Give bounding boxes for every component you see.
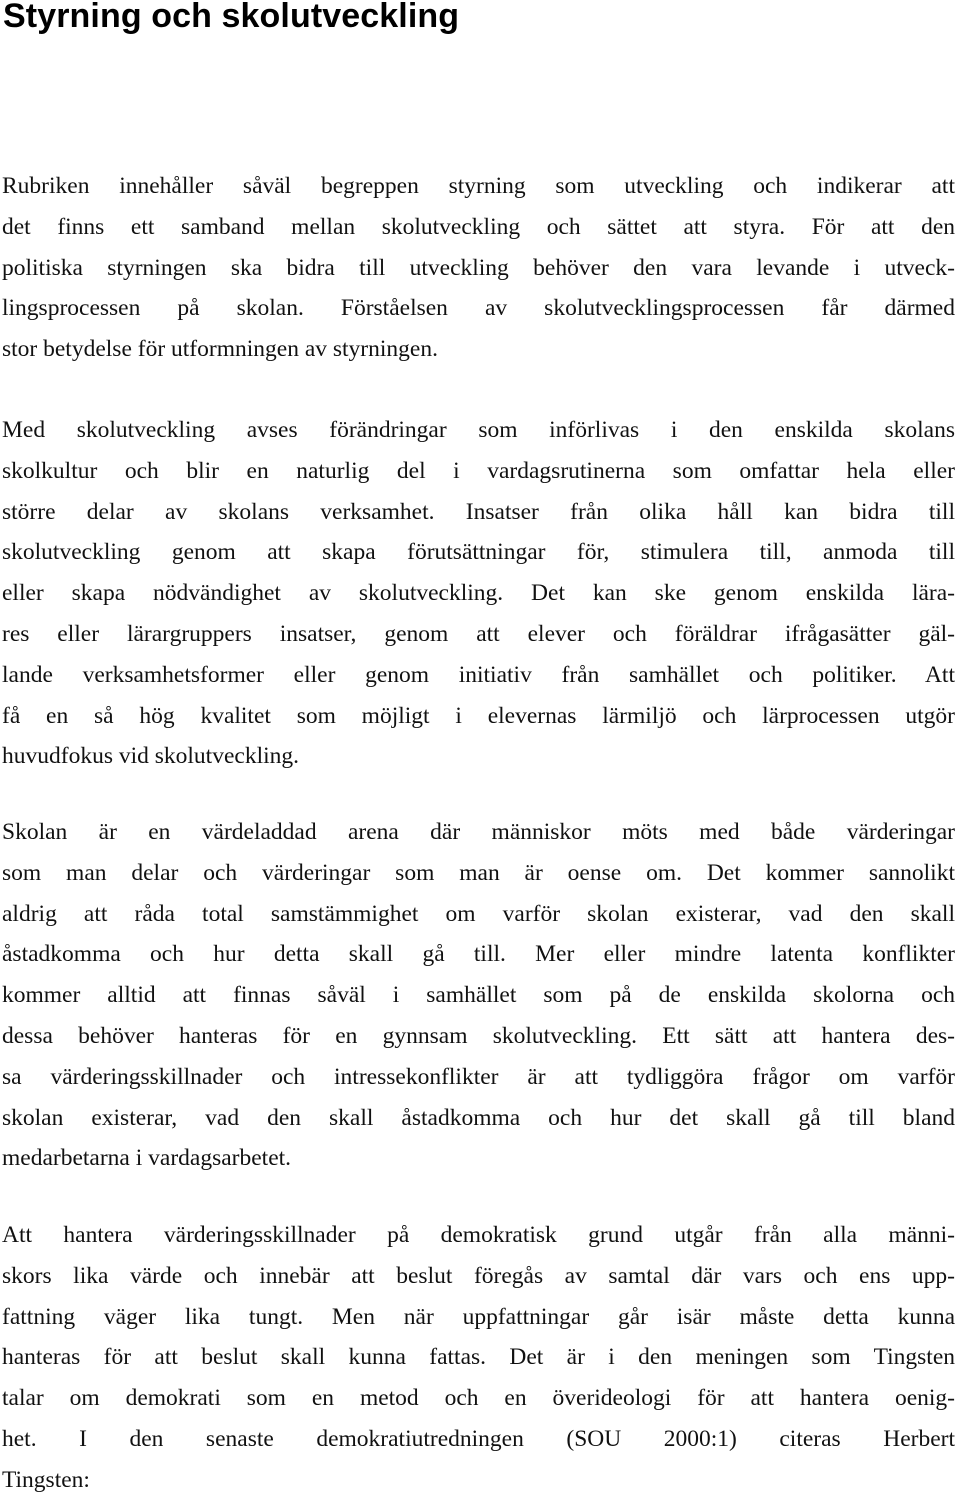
text-line: sa värderingsskillnader och intressekonflikter är att tydliggöra frågor om varför <box>2 1063 955 1090</box>
text-line: Att hantera värderingsskillnader på demokratisk grund utgår från alla männi- <box>2 1222 955 1248</box>
text-line: få en så hög kvalitet som möjligt i elevernas lärmiljö och lärprocessen utgör <box>2 702 955 729</box>
text-line: aldrig att råda total samstämmighet om varför skolan existerar, vad den skall <box>2 900 955 927</box>
text-line: talar om demokrati som en metod och en överideologi för att hantera oenig- <box>2 1385 955 1412</box>
text-line: som man delar och värderingar som man är oense om. Det kommer sannolikt <box>2 859 955 886</box>
text-line: dessa behöver hanteras för en gynnsam skolutveckling. Ett sätt att hantera des- <box>2 1022 955 1049</box>
text-line: fattning väger lika tungt. Men när uppfattningar går isär måste detta kunna <box>2 1303 955 1330</box>
text-line: åstadkomma och hur detta skall gå till. Mer eller mindre latenta konflikter <box>2 941 955 968</box>
text-line: skolutveckling genom att skapa förutsättningar för, stimulera till, anmoda till <box>2 539 955 566</box>
paragraph-2 <box>2 410 955 777</box>
text-line: hanteras för att beslut skall kunna fattas. Det är i den meningen som Tingsten <box>2 1344 955 1371</box>
text-line: skolan existerar, vad den skall åstadkomma och hur det skall gå till bland <box>2 1104 955 1131</box>
text-line: det finns ett samband mellan skolutveckling och sättet att styra. För att den <box>2 213 955 240</box>
text-line: Rubriken innehåller såväl begreppen styrning som utveckling och indikerar att <box>2 173 955 199</box>
text-line: eller skapa nödvändighet av skolutveckling. Det kan ske genom enskilda lära- <box>2 580 955 607</box>
text-line: politiska styrningen ska bidra till utveckling behöver den vara levande i utveck- <box>2 254 955 281</box>
text-line: lande verksamhetsformer eller genom initiativ från samhället och politiker. Att <box>2 661 955 688</box>
text-line: Tingsten: <box>2 1466 90 1493</box>
paragraph-1 <box>2 166 955 370</box>
page-title: Styrning och skolutveckling <box>3 0 460 35</box>
text-line: huvudfokus vid skolutveckling. <box>2 743 299 770</box>
text-line: Med skolutveckling avses förändringar som införlivas i den enskilda skolans <box>2 417 955 443</box>
paragraph-3 <box>2 812 955 1179</box>
text-line: res eller lärargruppers insatser, genom att elever och föräldrar ifrågasätter gäl- <box>2 620 955 647</box>
text-line: Skolan är en värdeladdad arena där människor möts med både värderingar <box>2 819 955 845</box>
text-line: skors lika värde och innebär att beslut föregås av samtal där vars och ens upp- <box>2 1262 955 1289</box>
paragraph-4 <box>2 1215 955 1501</box>
text-line: het. I den senaste demokratiutredningen (SOU 2000:1) citeras Herbert <box>2 1425 955 1452</box>
text-line: medarbetarna i vardagsarbetet. <box>2 1145 292 1172</box>
text-line: lingsprocessen på skolan. Förståelsen av skolutvecklingsprocessen får därmed <box>2 295 955 322</box>
text-line: större delar av skolans verksamhet. Insatser från olika håll kan bidra till <box>2 498 955 525</box>
text-line: stor betydelse för utformningen av styrningen. <box>2 336 438 363</box>
text-line: kommer alltid att finnas såväl i samhället som på de enskilda skolorna och <box>2 982 955 1009</box>
text-line: skolkultur och blir en naturlig del i vardagsrutinerna som omfattar hela eller <box>2 457 955 484</box>
